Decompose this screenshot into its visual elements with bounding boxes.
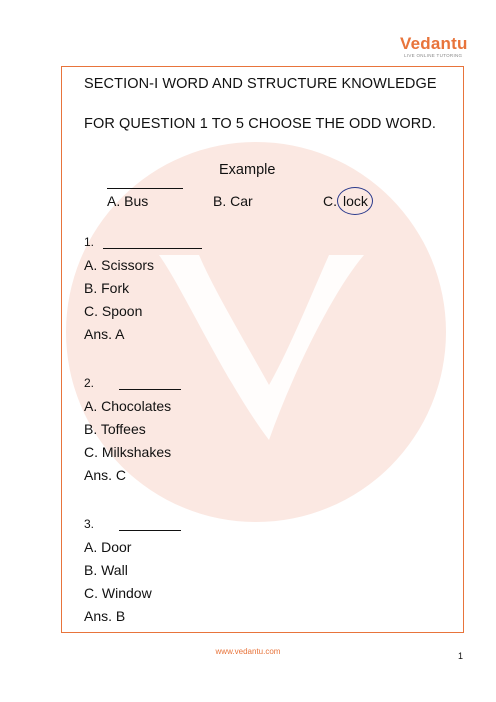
vedantu-logo (398, 34, 468, 64)
example-option-c: C. (323, 193, 337, 209)
question-option: B. Toffees (84, 421, 146, 437)
instruction-text: FOR QUESTION 1 TO 5 CHOOSE THE ODD WORD. (84, 116, 437, 132)
question-number: 3. (84, 517, 95, 531)
example-title: Example (219, 162, 276, 178)
answer-circle (337, 187, 373, 215)
question-option: C. Spoon (84, 303, 143, 319)
logo-wordmark: Vedantu (400, 34, 468, 53)
example-option-b: B. Car (213, 193, 253, 209)
answer-blank-line (119, 530, 181, 531)
question-number: 2. (84, 376, 95, 390)
question-option: A. Door (84, 539, 132, 555)
logo-tagline: LIVE ONLINE TUTORING (404, 53, 463, 58)
example-option-a: A. Bus (107, 193, 149, 209)
question-option: C. Milkshakes (84, 444, 172, 460)
answer-blank-line (103, 248, 202, 249)
example-blank-line (107, 188, 183, 189)
section-heading: SECTION-I WORD AND STRUCTURE KNOWLEDGE (84, 76, 437, 92)
footer-url[interactable]: www.vedantu.com (215, 647, 281, 656)
question-answer: Ans. B (84, 608, 126, 624)
question-option: B. Fork (84, 280, 130, 296)
example-answer-word: lock (343, 193, 368, 209)
page-number: 1 (458, 651, 464, 661)
question-number: 1. (84, 235, 95, 249)
question-answer: Ans. C (84, 467, 127, 483)
question-option: A. Chocolates (84, 398, 172, 414)
question-option: C. Window (84, 585, 152, 601)
question-answer: Ans. A (84, 326, 125, 342)
question-option: B. Wall (84, 562, 128, 578)
answer-blank-line (119, 389, 181, 390)
question-option: A. Scissors (84, 257, 155, 273)
